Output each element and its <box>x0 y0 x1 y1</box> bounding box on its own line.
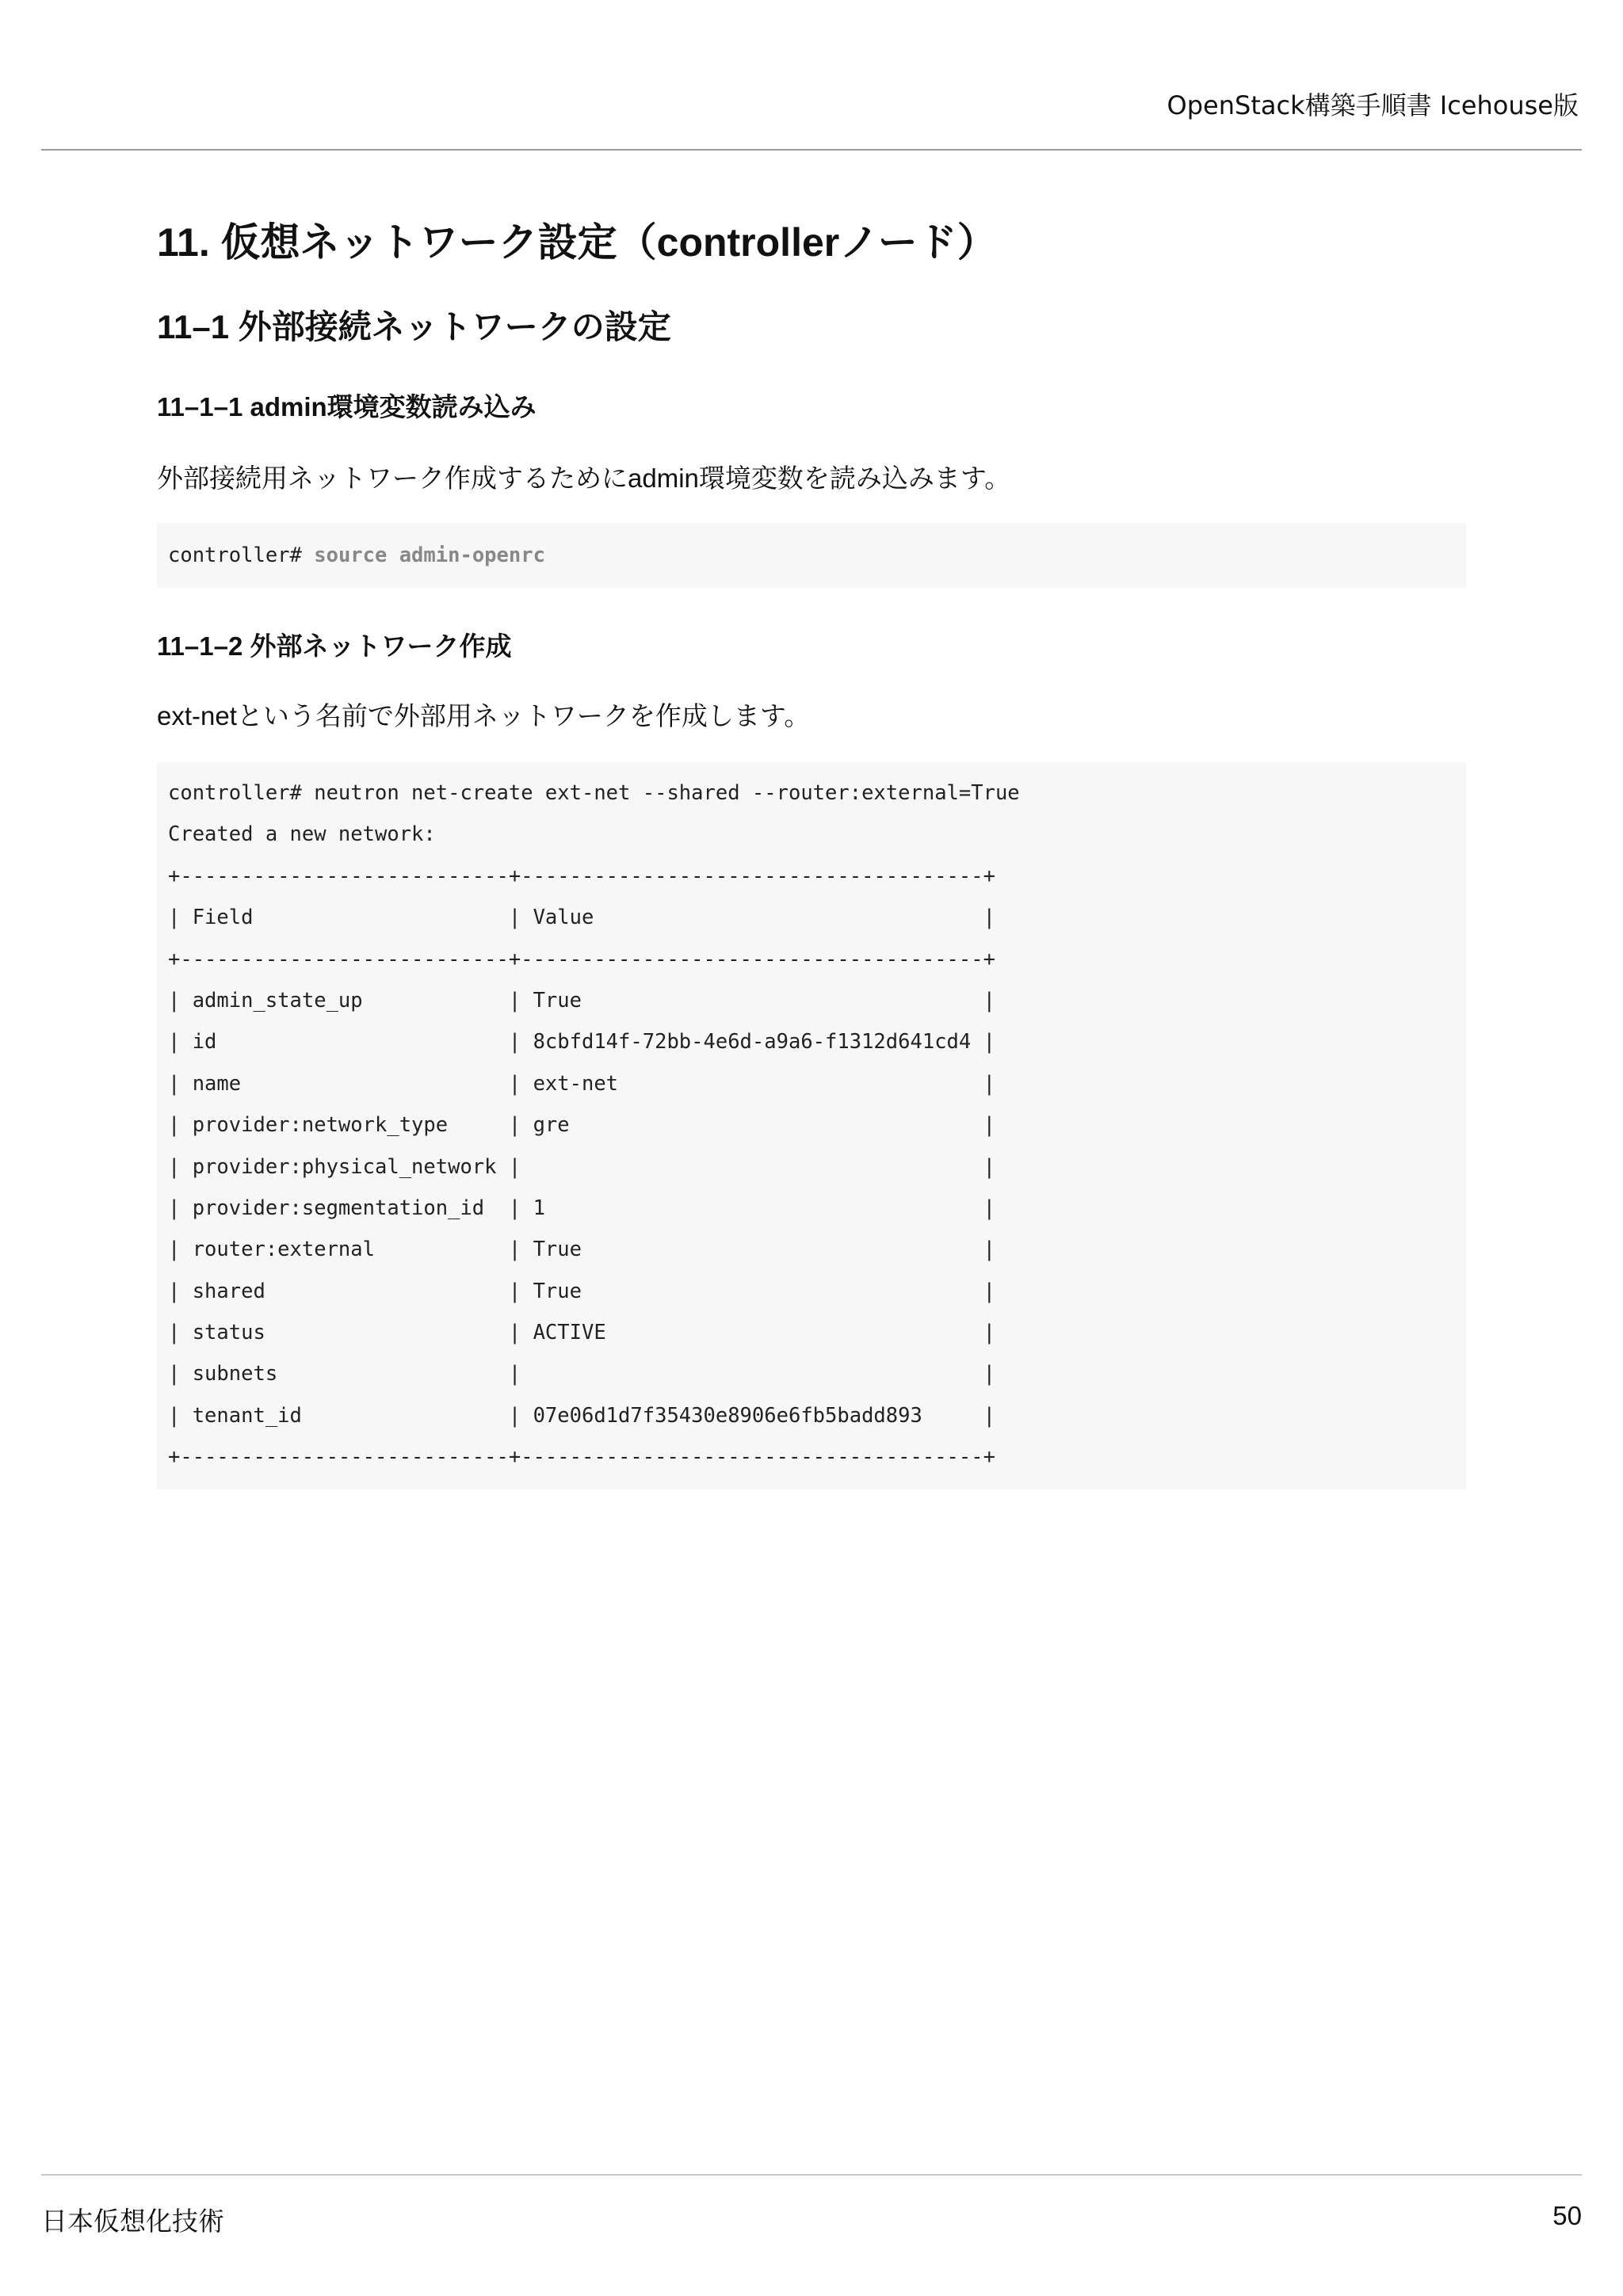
code-line: controller# neutron net-create ext-net --shared --router:external=True <box>168 781 1020 805</box>
code-line: | shared | True | <box>168 1279 995 1303</box>
step-title-network: 11–1–2 外部ネットワーク作成 <box>157 631 512 661</box>
code-line: | tenant_id | 07e06d1d7f35430e8906e6fb5badd893 | <box>168 1403 995 1428</box>
subsection-title: 11–1 外部接続ネットワークの設定 <box>157 308 671 345</box>
header-divider <box>41 149 1582 151</box>
code-prompt: controller# <box>168 543 302 567</box>
code-command: source admin-openrc <box>301 543 545 567</box>
code-line: | status | ACTIVE | <box>168 1321 995 1345</box>
code-line: | admin_state_up | True | <box>168 988 995 1013</box>
code-line: | provider:physical_network | | <box>168 1154 995 1179</box>
code-line: | name | ext-net | <box>168 1071 995 1096</box>
running-header: OpenStack構築手順書 Icehouse版 <box>1167 90 1579 120</box>
code-line: | subnets | | <box>168 1362 995 1386</box>
footer-divider <box>41 2174 1582 2176</box>
footer-company: 日本仮想化技術 <box>41 2206 224 2237</box>
code-line: Created a new network: <box>168 822 436 847</box>
code-lines <box>168 781 1020 1487</box>
code-block-net-create <box>157 762 1466 1489</box>
section-title: 11. 仮想ネットワーク設定（controllerノード） <box>157 220 997 265</box>
code-line <box>168 543 545 567</box>
code-line: | id | 8cbfd14f-72bb-4e6d-a9a6-f1312d641cd4 | <box>168 1030 995 1055</box>
code-line: | Field | Value | <box>168 906 995 930</box>
code-line: | provider:segmentation_id | 1 | <box>168 1196 995 1220</box>
code-line: +---------------------------+--------------------------------------+ <box>168 947 995 971</box>
step-title-env: 11–1–1 admin環境変数読み込み <box>157 392 537 421</box>
code-line: | router:external | True | <box>168 1238 995 1262</box>
code-line: +---------------------------+--------------------------------------+ <box>168 1445 995 1470</box>
code-block-source <box>157 523 1466 588</box>
step-description-network: ext-netという名前で外部用ネットワークを作成します。 <box>157 701 811 730</box>
step-description-env: 外部接続用ネットワーク作成するためにadmin環境変数を読み込みます。 <box>157 463 1011 493</box>
code-line: | provider:network_type | gre | <box>168 1113 995 1138</box>
code-line: +---------------------------+--------------------------------------+ <box>168 864 995 888</box>
page-number: 50 <box>1552 2201 1582 2230</box>
